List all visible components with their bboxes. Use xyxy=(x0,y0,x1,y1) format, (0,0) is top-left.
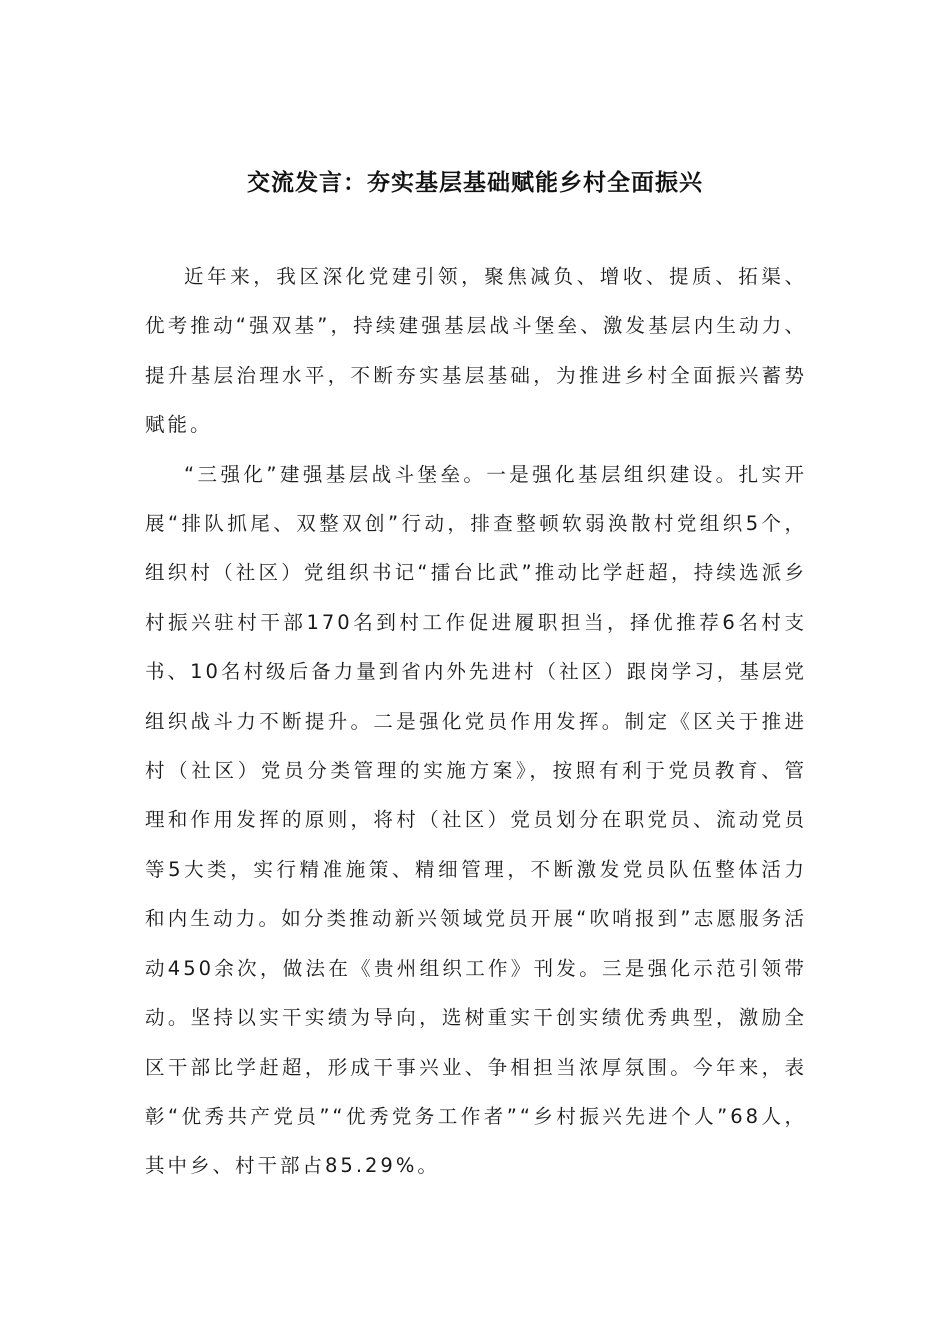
paragraph-intro: 近年来，我区深化党建引领，聚焦减负、增收、提质、拓渠、优考推动“强双基”，持续建强基层战斗堡垒、激发基层内生动力、提升基层治理水平，不断夯实基层基础，为推进乡村全面振兴蓄势赋能。 xyxy=(145,265,807,437)
document-title: 交流发言：夯实基层基础赋能乡村全面振兴 xyxy=(247,169,703,196)
paragraph-three-strengthen: “三强化”建强基层战斗堡垒。一是强化基层组织建设。扎实开展“排队抓尾、双整双创”行动，排查整顿软弱涣散村党组织5个，组织村（社区）党组织书记“擂台比武”推动比学赶超，持续选派乡村振兴驻村干部170名到村工作促进履职担当，择优推荐6名村支书、10名村级后备力量到省内外先进村（社区）跟岗学习，基层党组织战斗力不断提升。二是强化党员作用发挥。制定《区关于推进村（社区）党员分类管理的实施方案》，按照有利于党员教育、管理和作用发挥的原则，将村（社区）党员划分在职党员、流动党员等5大类，实行精准施策、精细管理，不断激发党员队伍整体活力和内生动力。如分类推动新兴领域党员开展“吹哨报到”志愿服务活动450余次，做法在《贵州组织工作》刊发。三是强化示范引领带动。坚持以实干实绩为导向，选树重实干创实绩优秀典型，激励全区干部比学赶超，形成干事兴业、争相担当浓厚氛围。今年来，表彰“优秀共产党员”“优秀党务工作者”“乡村振兴先进个人”68人，其中乡、村干部占85.29%。 xyxy=(145,462,807,1178)
document-body xyxy=(145,252,807,1191)
